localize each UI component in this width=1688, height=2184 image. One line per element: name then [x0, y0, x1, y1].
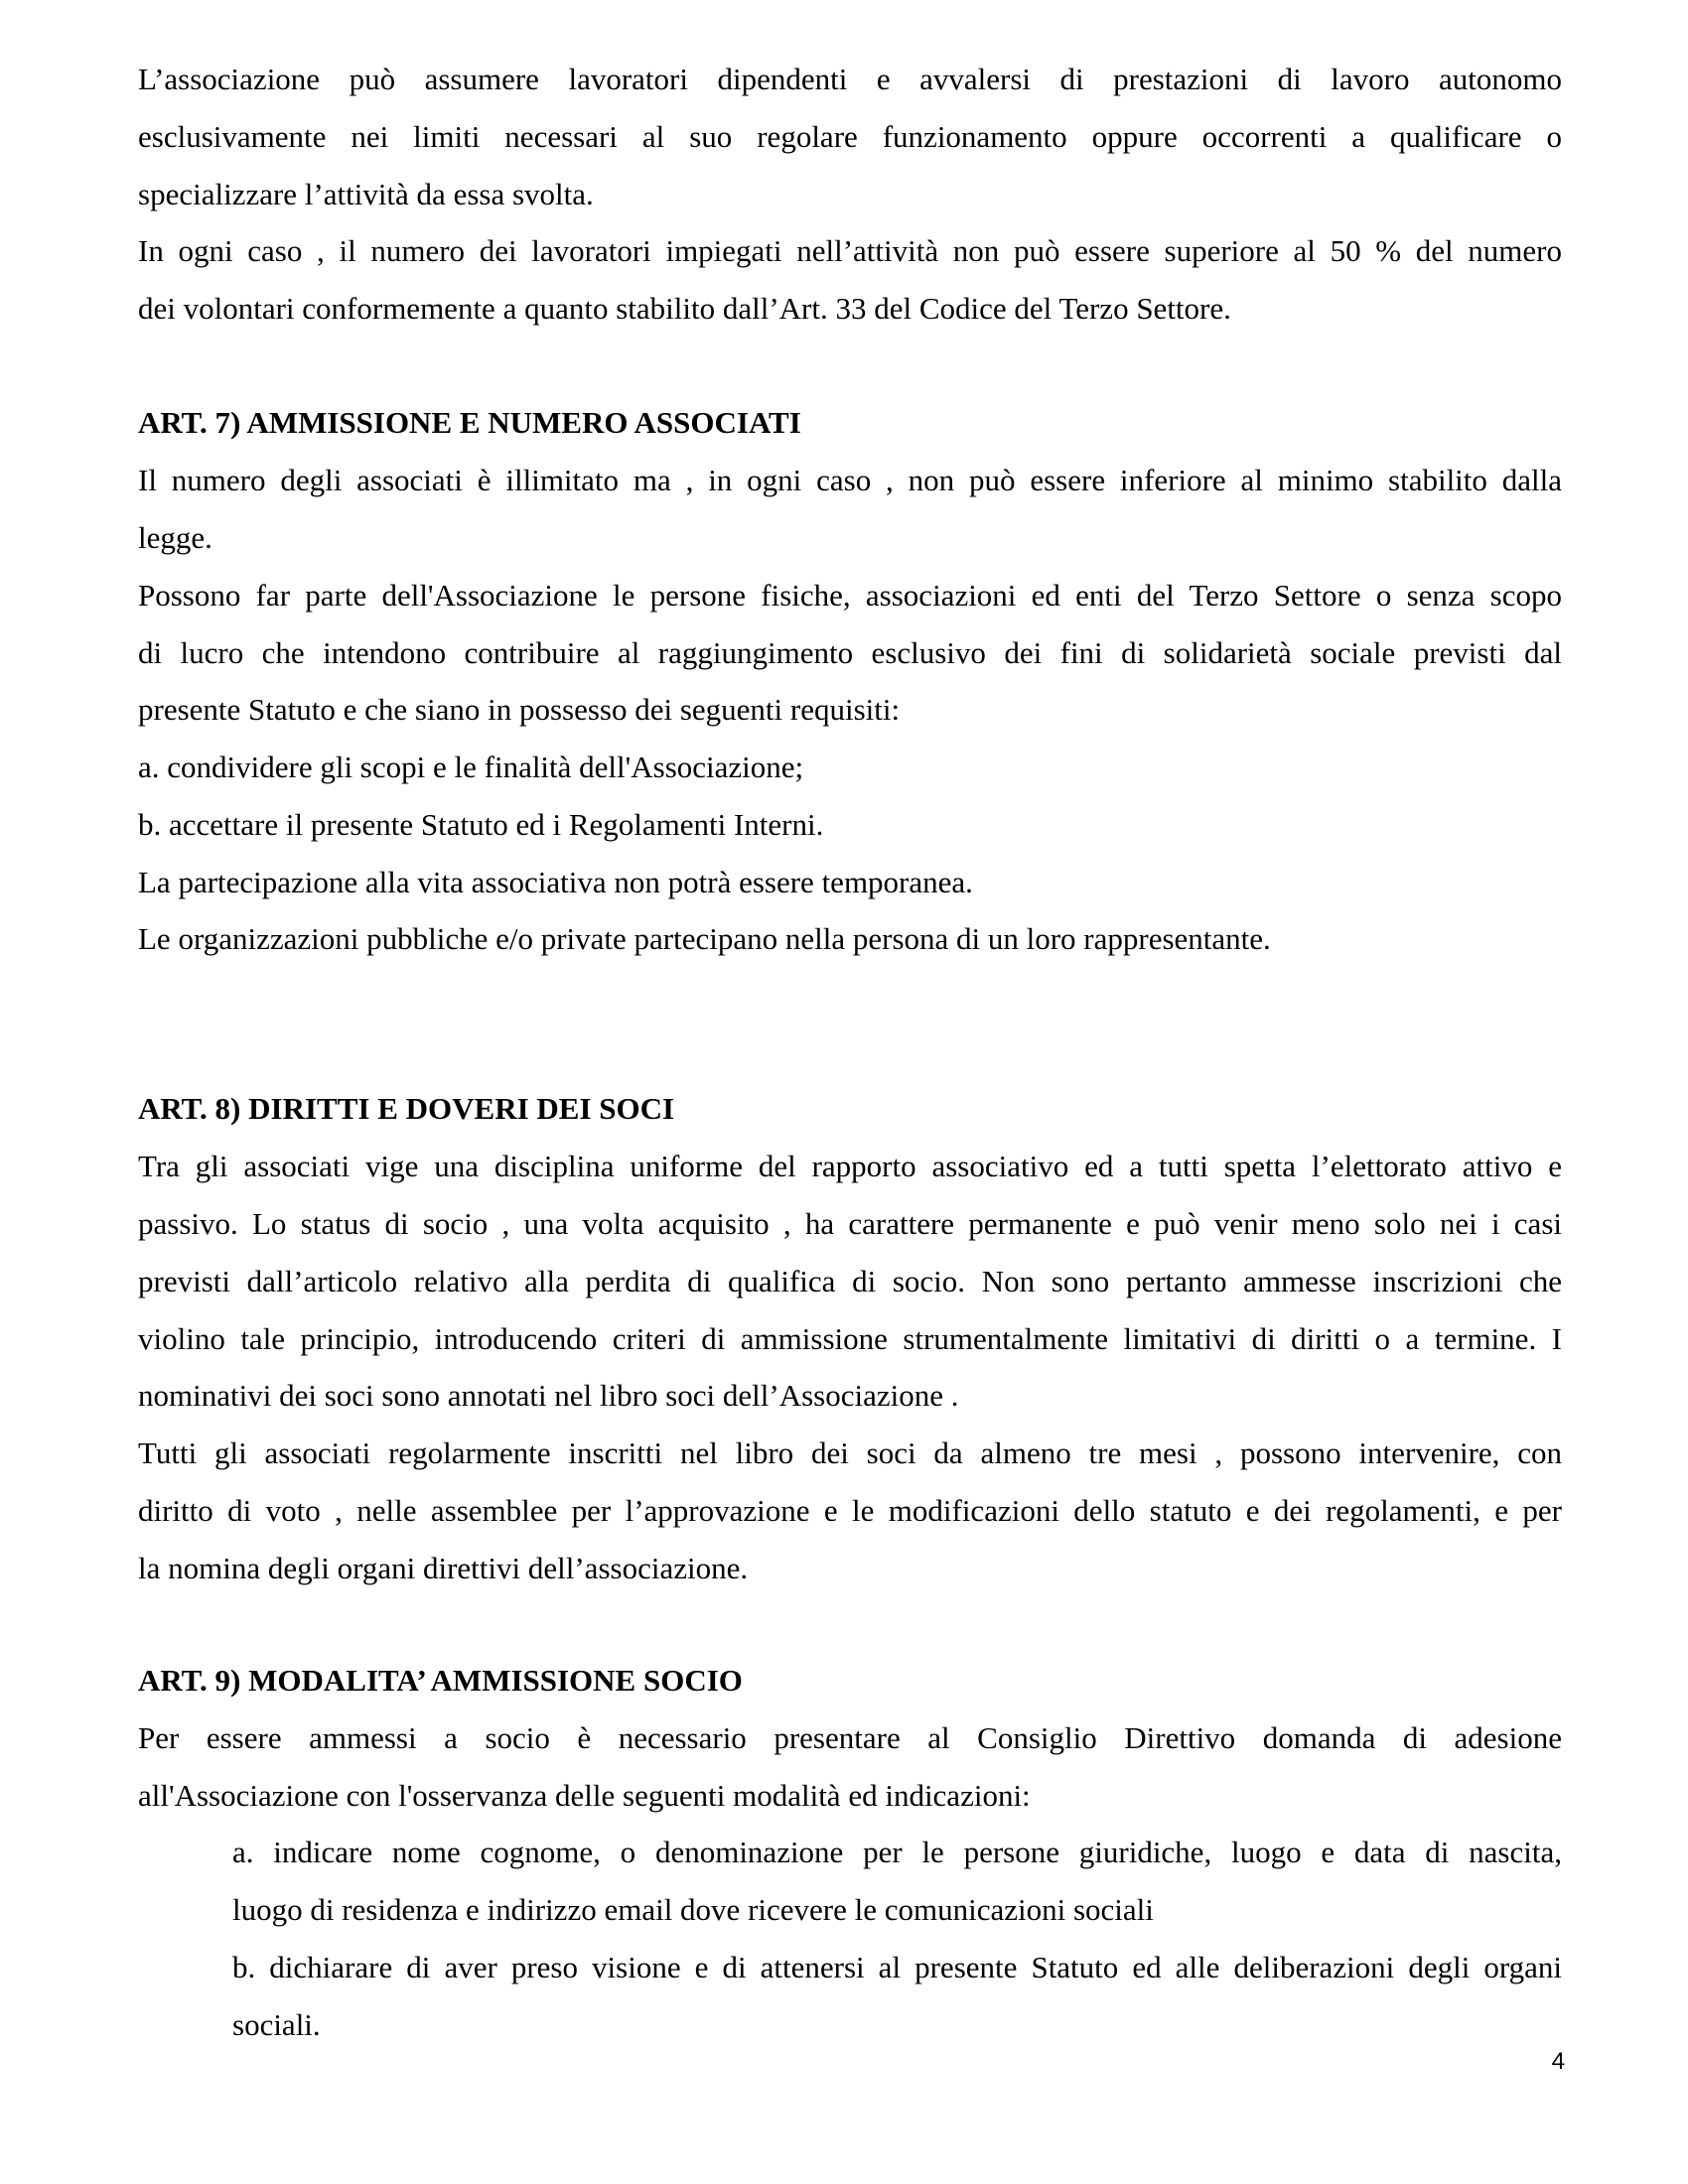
- art8-line-1: Tra gli associati vige una disciplina uniforme del rapporto associativo ed a tutti spetta l’elettorato attivo e: [138, 1149, 1562, 1183]
- art7-line-4: di lucro che intendono contribuire al raggiungimento esclusivo dei fini di solidarietà sociale previsti dal: [138, 635, 1562, 670]
- art8-line-3: previsti dall’articolo relativo alla perdita di qualifica di socio. Non sono pertanto ammesse inscrizioni che: [138, 1264, 1562, 1298]
- intro-line-4: In ogni caso , il numero dei lavoratori impiegati nell’attività non può essere superiore al 50 % del numero: [138, 233, 1562, 268]
- art7-line-5: presente Statuto e che siano in possesso dei seguenti requisiti:: [138, 692, 901, 727]
- art7-list-item-b: b. accettare il presente Statuto ed i Regolamenti Interni.: [138, 807, 824, 842]
- art7-list-item-a: a. condividere gli scopi e le finalità dell'Associazione;: [138, 750, 804, 784]
- art7-heading: ART. 7) AMMISSIONE E NUMERO ASSOCIATI: [138, 405, 801, 440]
- art8-line-6: Tutti gli associati regolarmente inscritti nel libro dei soci da almeno tre mesi , possono intervenire, con: [138, 1435, 1562, 1470]
- art9-list-item-b-line-2: sociali.: [232, 2007, 321, 2042]
- art7-line-1: Il numero degli associati è illimitato ma , in ogni caso , non può essere inferiore al minimo stabilito dalla: [138, 463, 1562, 497]
- intro-line-2: esclusivamente nei limiti necessari al suo regolare funzionamento oppure occorrenti a qualificare o: [138, 119, 1562, 154]
- art8-heading: ART. 8) DIRITTI E DOVERI DEI SOCI: [138, 1091, 675, 1126]
- intro-line-1: L’associazione può assumere lavoratori dipendenti e avvalersi di prestazioni di lavoro autonomo: [138, 62, 1562, 96]
- art7-line-9: Le organizzazioni pubbliche e/o private partecipano nella persona di un loro rappresentante.: [138, 921, 1271, 956]
- art9-list-item-a-line-1: a. indicare nome cognome, o denominazione per le persone giuridiche, luogo e data di nascita,: [232, 1835, 1562, 1869]
- art7-line-2: legge.: [138, 520, 212, 555]
- art8-line-2: passivo. Lo status di socio , una volta acquisito , ha carattere permanente e può venir meno solo nei i casi: [138, 1206, 1562, 1241]
- art9-line-1: Per essere ammessi a socio è necessario presentare al Consiglio Direttivo domanda di adesione: [138, 1720, 1562, 1755]
- art8-line-8: la nomina degli organi direttivi dell’associazione.: [138, 1551, 749, 1585]
- art9-list-item-a-line-2: luogo di residenza e indirizzo email dove ricevere le comunicazioni sociali: [232, 1892, 1154, 1927]
- art9-line-2: all'Associazione con l'osservanza delle seguenti modalità ed indicazioni:: [138, 1778, 1031, 1813]
- art7-line-3: Possono far parte dell'Associazione le persone fisiche, associazioni ed enti del Terzo Settore o senza scopo: [138, 578, 1562, 613]
- intro-line-5: dei volontari conformemente a quanto stabilito dall’Art. 33 del Codice del Terzo Settore.: [138, 291, 1231, 326]
- art8-line-7: diritto di voto , nelle assemblee per l’approvazione e le modificazioni dello statuto e dei regolamenti, e per: [138, 1493, 1562, 1528]
- art9-list-item-b-line-1: b. dichiarare di aver preso visione e di attenersi al presente Statuto ed alle deliberazioni degli organi: [232, 1950, 1562, 1984]
- art8-line-5: nominativi dei soci sono annotati nel libro soci dell’Associazione .: [138, 1378, 959, 1413]
- art9-heading: ART. 9) MODALITA’ AMMISSIONE SOCIO: [138, 1663, 743, 1698]
- intro-line-3: specializzare l’attività da essa svolta.: [138, 177, 594, 211]
- art7-line-8: La partecipazione alla vita associativa non potrà essere temporanea.: [138, 865, 973, 899]
- page-number: 4: [1551, 2048, 1565, 2075]
- art8-line-4: violino tale principio, introducendo criteri di ammissione strumentalmente limitativi di diritti o a termine. I: [138, 1321, 1562, 1356]
